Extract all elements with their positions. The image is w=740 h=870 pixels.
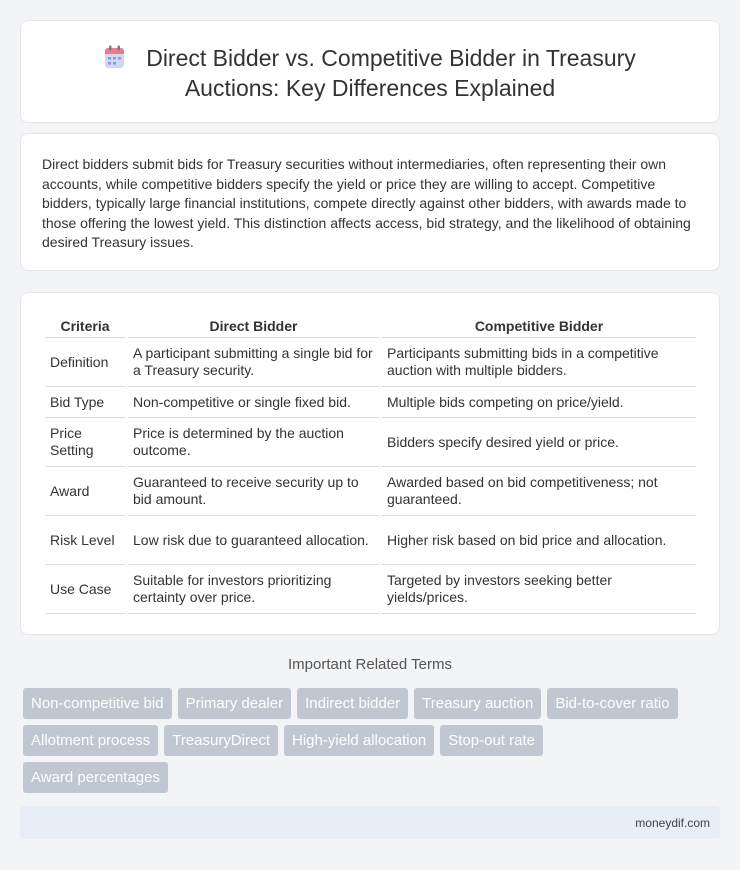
comparison-table [42,315,699,614]
related-terms-tags [23,688,723,799]
tag-treasurydirect[interactable]: TreasuryDirect [164,725,278,756]
header-criteria: Criteria [45,315,125,338]
title-card [20,20,720,123]
row-criteria: Price Setting [45,418,125,467]
tag-award-percentages[interactable]: Award percentages [23,762,168,793]
row-criteria: Bid Type [45,387,125,418]
row-criteria: Award [45,467,125,516]
row-direct: Guaranteed to receive security up to bid amount. [128,467,379,516]
page-title [21,43,719,103]
footer-site-link[interactable]: moneydif.com [635,816,710,830]
row-competitive: Multiple bids competing on price/yield. [382,387,696,418]
row-competitive: Participants submitting bids in a competitive auction with multiple bidders. [382,338,696,387]
row-direct: Low risk due to guaranteed allocation. [128,516,379,565]
title-line-2: Auctions: Key Differences Explained [184,75,556,101]
row-competitive: Bidders specify desired yield or price. [382,418,696,467]
header-competitive-bidder: Competitive Bidder [382,315,696,338]
table-row [45,565,696,614]
table-row [45,467,696,516]
table-row [45,516,696,565]
table-row [45,418,696,467]
related-terms-heading: Important Related Terms [288,656,452,673]
table-header-row [45,315,696,338]
title-line-1: Direct Bidder vs. Competitive Bidder in Treasury [146,45,636,71]
tag-primary-dealer[interactable]: Primary dealer [178,688,292,719]
row-criteria: Risk Level [45,516,125,565]
tag-non-competitive-bid[interactable]: Non-competitive bid [23,688,172,719]
table-row [45,338,696,387]
row-competitive: Targeted by investors seeking better yields/prices. [382,565,696,614]
row-direct: Suitable for investors prioritizing certainty over price. [128,565,379,614]
intro-card [20,133,720,271]
table-row [45,387,696,418]
row-competitive: Higher risk based on bid price and allocation. [382,516,696,565]
tag-allotment-process[interactable]: Allotment process [23,725,158,756]
header-direct-bidder: Direct Bidder [128,315,379,338]
tag-treasury-auction[interactable]: Treasury auction [414,688,541,719]
row-criteria: Definition [45,338,125,387]
row-criteria: Use Case [45,565,125,614]
row-direct: A participant submitting a single bid for a Treasury security. [128,338,379,387]
tag-indirect-bidder[interactable]: Indirect bidder [297,688,408,719]
document-icon [104,45,126,69]
comparison-card [20,292,720,635]
tag-bid-to-cover-ratio[interactable]: Bid-to-cover ratio [547,688,677,719]
row-competitive: Awarded based on bid competitiveness; not guaranteed. [382,467,696,516]
footer [20,806,720,839]
row-direct: Price is determined by the auction outcome. [128,418,379,467]
tag-high-yield-allocation[interactable]: High-yield allocation [284,725,434,756]
row-direct: Non-competitive or single fixed bid. [128,387,379,418]
intro-paragraph: Direct bidders submit bids for Treasury securities without intermediaries, often representing their own accounts, while competitive bidders specify the yield or price they are willing to accept. Competitive bidders, typically large financial institutions, compete directly against other bidders, with awards made to those offering the lowest yield. This distinction affects access, bid strategy, and the likelihood of obtaining desired Treasury issues. [42,156,691,251]
tag-stop-out-rate[interactable]: Stop-out rate [440,725,543,756]
